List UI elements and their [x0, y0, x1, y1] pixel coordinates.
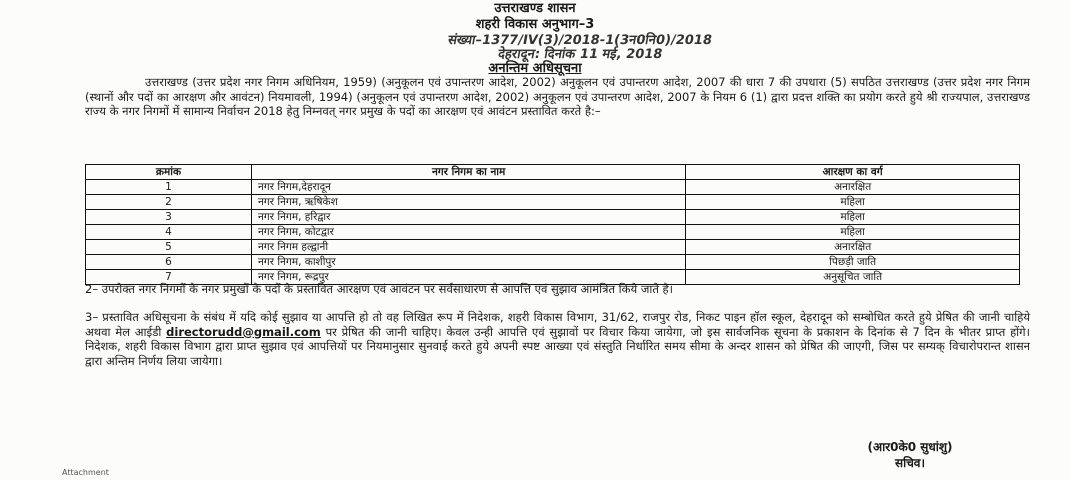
cell-corporation: नगर निगम, ऋषिकेश: [251, 195, 685, 210]
col-header-corporation: नगर निगम का नाम: [251, 165, 685, 180]
cell-category: अनारक्षित: [686, 240, 1020, 255]
reference-number-text: संख्या–1377/IV(3)/2018-1(3न0नि0)/2018: [446, 33, 714, 48]
cell-serial: 6: [86, 255, 252, 270]
section-header: शहरी विकास अनुभाग–3: [475, 17, 595, 32]
date-line-text: देहरादून: दिनांक 11 मई, 2018: [496, 47, 664, 62]
cell-corporation: नगर निगम,देहरादून: [251, 180, 685, 195]
cell-corporation: नगर निगम, रूद्रपुर: [251, 270, 685, 285]
paragraph-3-part-1: 3– प्रस्तावित अधिसूचना के संबंध में यदि कोई सुझाव या आपत्ति हो तो वह लिखित रूप में निदेशक, शहरी विकास विभाग, 31/62, राजपुर रोड, निकट पाइन हॉल स्कूल, देहरादून को सम्बोधित करते हुये प्रेषित की जानी चाहिये अथवा मेल आईडी: [85, 310, 1030, 339]
cell-serial: 4: [86, 225, 252, 240]
table-row: [86, 195, 1020, 210]
cell-corporation: नगर निगम, कोटद्वार: [251, 225, 685, 240]
cell-category: अनारक्षित: [686, 180, 1020, 195]
cell-serial: 7: [86, 270, 252, 285]
paragraph-3: [85, 310, 1030, 368]
cell-category: महिला: [686, 195, 1020, 210]
cell-serial: 1: [86, 180, 252, 195]
paragraph-2: 2– उपरोक्त नगर निगमों के नगर प्रमुखों के पदों के प्रस्तावित आरक्षण एवं आवंटन पर सर्वसाधारण से आपत्ति एवं सुझाव आमंत्रित किये जाते है।: [85, 282, 674, 296]
footnote-attachment: Attachment: [62, 468, 109, 477]
cell-serial: 3: [86, 210, 252, 225]
reservation-table: [85, 164, 1020, 285]
signatory-name: (आर0के0 सुधांशु): [867, 440, 953, 454]
paragraph-3-part-2: पर प्रेषित की जानी चाहिए। केवल उन्ही आपत्ति एवं सुझावों पर विचार किया जायेगा, जो इस सार्वजनिक सूचना के प्रकाशन के दिनांक से 7 दिन के भीतर प्राप्त होंगे। निदेशक, शहरी विकास विभाग द्वारा प्राप्त सुझाव एवं आपत्तियों पर नियमानुसार सुनवाई करते हुये अपनी स्पष्ट आख्या एवं संस्तुति निर्धारित समय सीमा के अन्दर शासन को प्रेषित की जाएगी, जिस पर सम्यक् विचारोपरान्त शासन द्वारा अन्तिम निर्णय लिया जायेगा।: [85, 324, 1030, 368]
cell-corporation: नगर निगम, काशीपुर: [251, 255, 685, 270]
cell-category: अनुसूचित जाति: [686, 270, 1020, 285]
government-header: उत्तराखण्ड शासन: [494, 1, 576, 16]
cell-corporation: नगर निगम, हरिद्वार: [251, 210, 685, 225]
cell-category: महिला: [686, 210, 1020, 225]
signatory-designation: सचिव।: [894, 456, 926, 470]
table-header-row: [86, 165, 1020, 180]
col-header-serial: क्रमांक: [86, 165, 252, 180]
paragraph-1: उत्तराखण्ड (उत्तर प्रदेश नगर निगम अधिनियम, 1959) (अनुकूलन एवं उपान्तरण आदेश, 2002) अनुकूलन एवं उपान्तरण आदेश, 2007 की धारा 7 की उपधारा (5) सपठित उत्तराखण्ड (उत्तर प्रदेश नगर निगम (स्थानों और पदों का आरक्षण और आवंटन) नियमावली, 1994) (अनुकूलन एवं उपान्तरण आदेश, 2002) अनुकूलन एवं उपान्तरण आदेश, 2007 के नियम 6 (1) द्वारा प्रदत्त शक्ति का प्रयोग करते हुये श्री राज्यपाल, उत्तराखण्ड राज्य के नगर निगमों में सामान्य निर्वाचन 2018 हेतु निम्नवत् नगर प्रमुख के पदों का आरक्षण एवं आवंटन प्रस्तावित करते है:–: [85, 75, 1030, 118]
cell-serial: 5: [86, 240, 252, 255]
table-row: [86, 210, 1020, 225]
cell-category: महिला: [686, 225, 1020, 240]
col-header-category: आरक्षण का वर्ग: [686, 165, 1020, 180]
table-row: [86, 225, 1020, 240]
cell-category: पिछड़ी जाति: [686, 255, 1020, 270]
email-link[interactable]: directorudd@gmail.com: [166, 324, 321, 339]
table-row: [86, 240, 1020, 255]
notice-title: अनन्तिम अधिसूचना: [488, 61, 582, 76]
table-row: [86, 255, 1020, 270]
table-row: [86, 180, 1020, 195]
cell-serial: 2: [86, 195, 252, 210]
cell-corporation: नगर निगम हल्द्वानी: [251, 240, 685, 255]
